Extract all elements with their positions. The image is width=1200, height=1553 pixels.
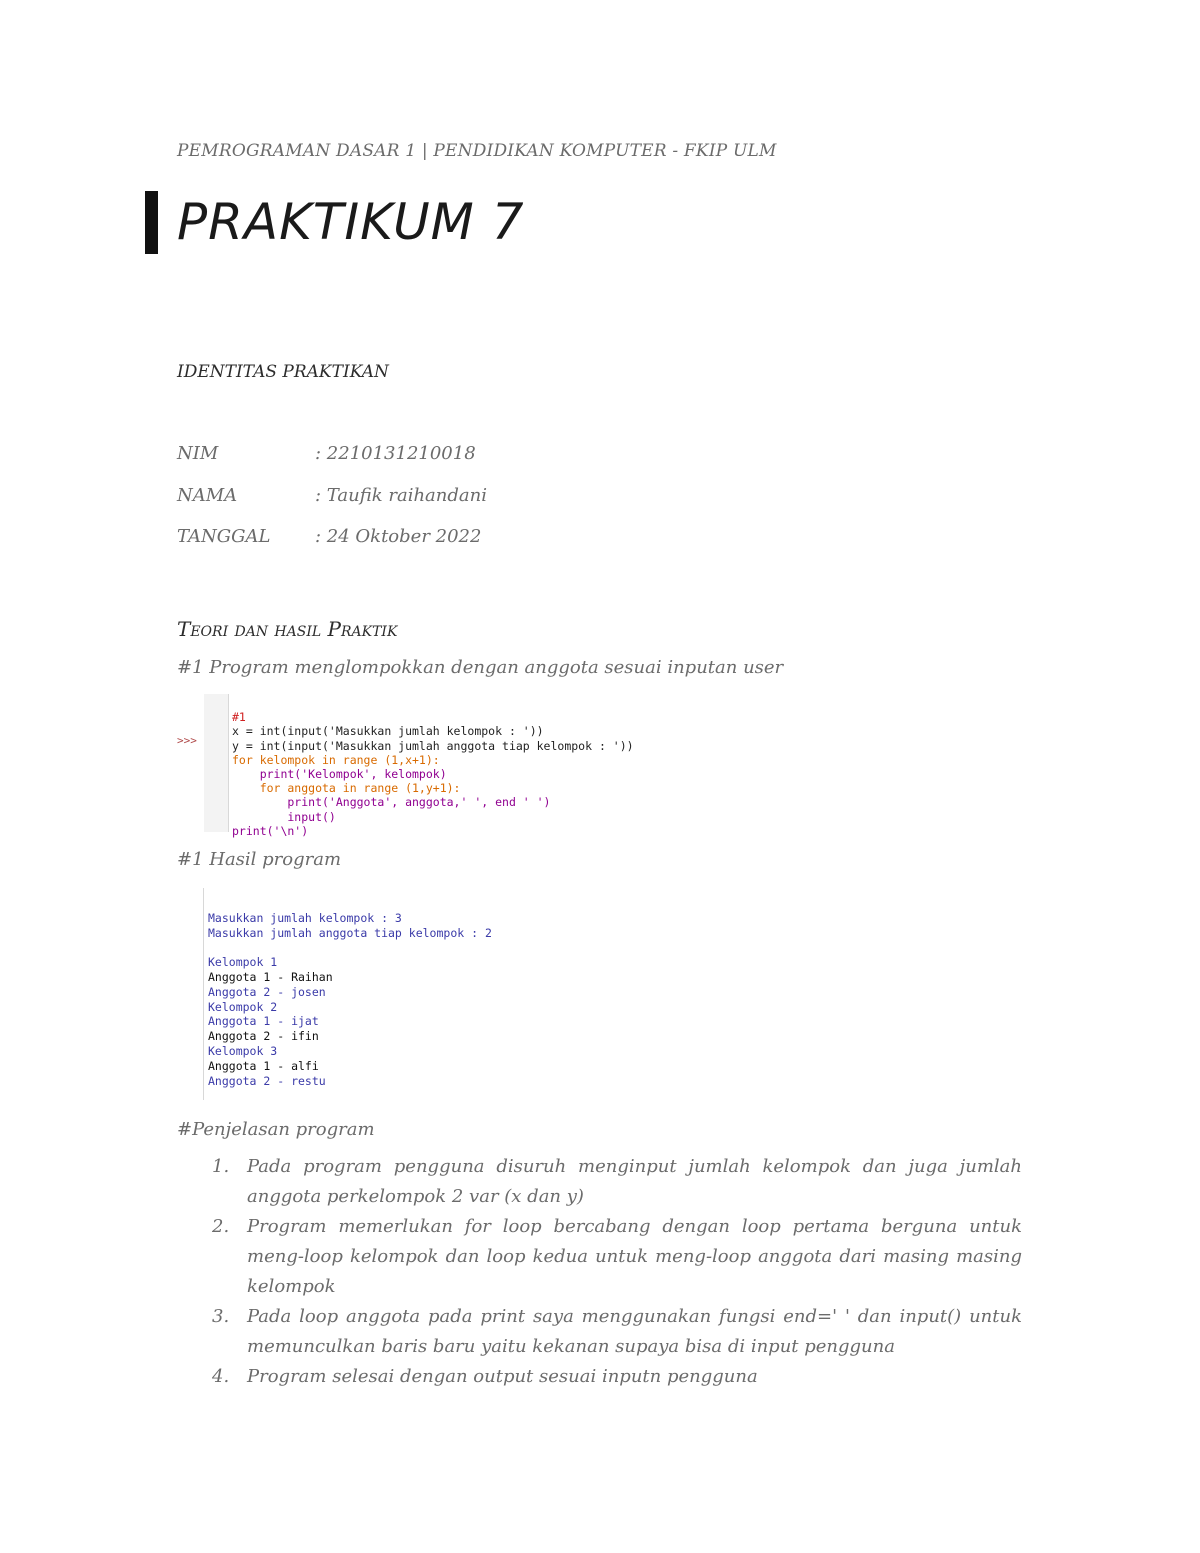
output-lines: [208, 896, 492, 1088]
theory-heading: Teori dan hasil Praktik: [177, 617, 398, 641]
identity-value: : 24 Oktober 2022: [315, 526, 482, 547]
code-gutter: [204, 694, 229, 832]
output-line: Anggota 2 - josen: [208, 984, 326, 999]
list-item: [212, 1152, 1022, 1212]
output-line: Masukkan jumlah anggota tiap kelompok : 2: [208, 925, 492, 940]
list-item: [212, 1362, 1022, 1392]
page-title: PRAKTIKUM 7: [177, 193, 525, 251]
output-screenshot: [203, 888, 564, 1100]
output-line: Kelompok 1: [208, 955, 278, 970]
list-number: 2.: [212, 1216, 230, 1237]
identity-label: NAMA: [177, 485, 238, 506]
output-line: Masukkan jumlah kelompok : 3: [208, 910, 402, 925]
page-header: PEMROGRAMAN DASAR 1 | PENDIDIKAN KOMPUTER - FKIP ULM: [177, 141, 777, 161]
program-caption: #1 Program menglompokkan dengan anggota sesuai inputan user: [177, 657, 784, 678]
list-text: Program selesai dengan output sesuai inputn pengguna: [247, 1366, 758, 1387]
identity-label: NIM: [177, 443, 219, 464]
shell-prompt: >>>: [177, 734, 197, 747]
output-line: Kelompok 2: [208, 999, 278, 1014]
code-line: #1: [232, 710, 246, 725]
output-line: Anggota 2 - restu: [208, 1073, 326, 1088]
code-line: x = int(input('Masukkan jumlah kelompok : ')): [232, 724, 544, 739]
output-line: Anggota 1 - alfi: [208, 1058, 319, 1073]
output-line: Anggota 2 - ifin: [208, 1029, 319, 1044]
list-text: Pada program pengguna disuruh menginput jumlah kelompok dan juga jumlah anggota perkelompok 2 var (x dan y): [247, 1156, 1022, 1207]
list-text: Program memerlukan for loop bercabang dengan loop pertama berguna untuk meng-loop kelompok dan loop kedua untuk meng-loop anggota dari masing masing kelompok: [247, 1216, 1022, 1297]
list-item: [212, 1302, 1022, 1362]
code-line: for anggota in range (1,y+1):: [232, 781, 461, 796]
code-screenshot: [177, 694, 687, 838]
explanation-list: [212, 1152, 1022, 1392]
code-line: print('Anggota', anggota,' ', end ' '): [232, 795, 551, 810]
output-line: Anggota 1 - ijat: [208, 1014, 319, 1029]
list-number: 1.: [212, 1156, 230, 1177]
output-line: Anggota 1 - Raihan: [208, 969, 333, 984]
list-item: [212, 1212, 1022, 1302]
code-line: input(): [232, 809, 336, 824]
explanation-heading: #Penjelasan program: [177, 1119, 375, 1140]
list-number: 4.: [212, 1366, 230, 1387]
code-line: print('Kelompok', kelompok): [232, 767, 447, 782]
identity-heading: IDENTITAS PRAKTIKAN: [177, 362, 389, 382]
code-line: for kelompok in range (1,x+1):: [232, 752, 440, 767]
code-line: print('\n'): [232, 823, 309, 838]
result-caption: #1 Hasil program: [177, 849, 342, 870]
code-line: y = int(input('Masukkan jumlah anggota tiap kelompok : ')): [232, 738, 634, 753]
identity-value: : Taufik raihandani: [315, 485, 487, 506]
code-lines: [232, 696, 634, 838]
title-accent-bar: [145, 191, 158, 254]
identity-value: : 2210131210018: [315, 443, 476, 464]
identity-label: TANGGAL: [177, 526, 271, 547]
list-text: Pada loop anggota pada print saya menggunakan fungsi end=' ' dan input() untuk memunculkan baris baru yaitu kekanan supaya bisa di input pengguna: [247, 1306, 1022, 1357]
list-number: 3.: [212, 1306, 230, 1327]
output-line: Kelompok 3: [208, 1043, 278, 1058]
